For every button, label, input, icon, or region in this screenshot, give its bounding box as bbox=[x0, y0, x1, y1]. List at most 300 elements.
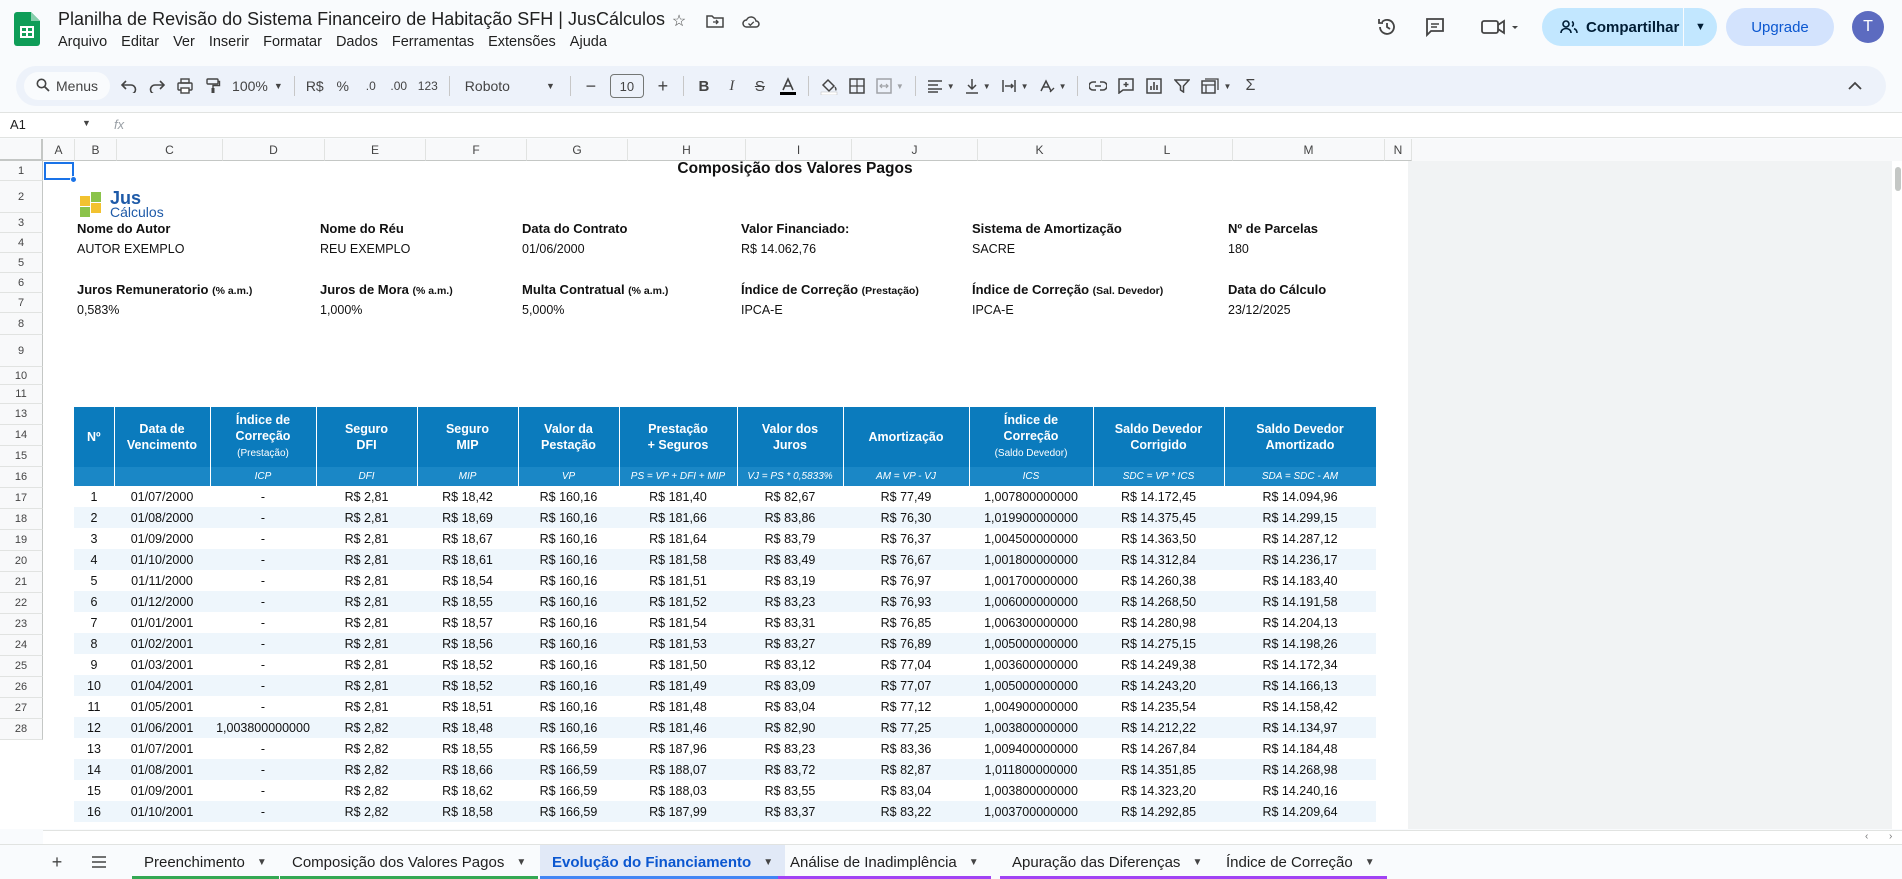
table-cell[interactable]: 3 bbox=[74, 528, 114, 549]
decrease-decimal-button[interactable] bbox=[358, 71, 384, 101]
table-cell[interactable]: R$ 181,64 bbox=[619, 528, 737, 549]
table-cell[interactable]: R$ 2,82 bbox=[316, 780, 417, 801]
text-color-icon[interactable] bbox=[775, 71, 801, 101]
table-cell[interactable]: 1,003800000000 bbox=[210, 717, 316, 738]
table-cell[interactable]: 9 bbox=[74, 654, 114, 675]
table-cell[interactable]: R$ 18,51 bbox=[417, 696, 518, 717]
table-cell[interactable]: R$ 14.209,64 bbox=[1224, 801, 1376, 822]
table-cell[interactable]: 1,003800000000 bbox=[969, 717, 1093, 738]
table-cell[interactable]: R$ 76,30 bbox=[843, 507, 969, 528]
table-cell[interactable]: 01/04/2001 bbox=[114, 675, 210, 696]
table-cell[interactable]: R$ 82,67 bbox=[737, 486, 843, 507]
fill-color-icon[interactable] bbox=[816, 71, 842, 101]
row-header[interactable]: 27 bbox=[0, 698, 43, 719]
table-cell[interactable]: R$ 14.184,48 bbox=[1224, 738, 1376, 759]
text-wrap-icon[interactable]: ▼ bbox=[997, 71, 1033, 101]
table-cell[interactable]: 01/10/2001 bbox=[114, 801, 210, 822]
merge-cells-icon[interactable]: ▼ bbox=[872, 71, 908, 101]
row-header[interactable]: 8 bbox=[0, 313, 43, 335]
table-cell[interactable]: R$ 83,72 bbox=[737, 759, 843, 780]
row-header[interactable]: 1 bbox=[0, 161, 43, 181]
table-cell[interactable]: R$ 2,82 bbox=[316, 801, 417, 822]
bold-icon[interactable]: B bbox=[698, 77, 710, 95]
table-cell[interactable]: R$ 76,93 bbox=[843, 591, 969, 612]
table-cell[interactable]: - bbox=[210, 507, 316, 528]
table-cell[interactable]: R$ 83,09 bbox=[737, 675, 843, 696]
column-title[interactable] bbox=[316, 407, 417, 467]
table-cell[interactable]: R$ 14.351,85 bbox=[1093, 759, 1224, 780]
table-cell[interactable]: R$ 83,23 bbox=[737, 591, 843, 612]
table-cell[interactable]: R$ 187,99 bbox=[619, 801, 737, 822]
table-cell[interactable]: R$ 83,22 bbox=[843, 801, 969, 822]
table-cell[interactable]: 1,001700000000 bbox=[969, 570, 1093, 591]
table-cell[interactable]: R$ 181,51 bbox=[619, 570, 737, 591]
row-header[interactable]: 23 bbox=[0, 614, 43, 635]
comment-icon[interactable] bbox=[1420, 12, 1450, 42]
table-cell[interactable]: 1 bbox=[74, 486, 114, 507]
table-cell[interactable]: R$ 83,86 bbox=[737, 507, 843, 528]
table-cell[interactable]: R$ 76,85 bbox=[843, 612, 969, 633]
horizontal-scrollbar[interactable] bbox=[43, 830, 1902, 844]
table-cell[interactable]: 1,003600000000 bbox=[969, 654, 1093, 675]
table-cell[interactable]: 1,005000000000 bbox=[969, 675, 1093, 696]
column-header[interactable]: G bbox=[527, 139, 628, 161]
table-cell[interactable]: R$ 14.268,50 bbox=[1093, 591, 1224, 612]
column-title[interactable] bbox=[969, 407, 1093, 467]
info-value[interactable]: 5,000% bbox=[522, 303, 565, 317]
table-cell[interactable]: R$ 14.299,15 bbox=[1224, 507, 1376, 528]
table-cell[interactable]: R$ 18,57 bbox=[417, 612, 518, 633]
vertical-scroll-thumb[interactable] bbox=[1895, 167, 1901, 191]
column-title[interactable] bbox=[518, 407, 619, 467]
table-cell[interactable]: R$ 181,46 bbox=[619, 717, 737, 738]
table-cell[interactable]: 1,007800000000 bbox=[969, 486, 1093, 507]
table-cell[interactable]: R$ 160,16 bbox=[518, 654, 619, 675]
table-cell[interactable]: - bbox=[210, 738, 316, 759]
table-cell[interactable]: R$ 166,59 bbox=[518, 759, 619, 780]
table-cell[interactable]: R$ 18,42 bbox=[417, 486, 518, 507]
column-header[interactable]: B bbox=[75, 139, 117, 161]
chevron-down-icon[interactable]: ▼ bbox=[1192, 856, 1203, 868]
column-header[interactable]: K bbox=[978, 139, 1102, 161]
table-cell[interactable]: - bbox=[210, 570, 316, 591]
table-cell[interactable]: R$ 2,81 bbox=[316, 549, 417, 570]
info-value[interactable]: 180 bbox=[1228, 242, 1249, 256]
increase-decimal-button[interactable] bbox=[386, 71, 412, 101]
column-formula[interactable]: ICP bbox=[210, 467, 316, 486]
share-dropdown-icon[interactable]: ▼ bbox=[1683, 8, 1717, 46]
table-cell[interactable]: R$ 166,59 bbox=[518, 738, 619, 759]
all-sheets-icon[interactable] bbox=[84, 849, 114, 875]
more-formats-button[interactable]: 123 bbox=[417, 79, 438, 93]
table-cell[interactable]: 01/03/2001 bbox=[114, 654, 210, 675]
table-cell[interactable]: 01/05/2001 bbox=[114, 696, 210, 717]
info-value[interactable]: 01/06/2000 bbox=[522, 242, 585, 256]
table-cell[interactable]: 2 bbox=[74, 507, 114, 528]
percent-format-button[interactable]: % bbox=[336, 78, 349, 94]
column-title[interactable] bbox=[1224, 407, 1376, 467]
table-cell[interactable]: 01/06/2001 bbox=[114, 717, 210, 738]
column-header[interactable]: M bbox=[1233, 139, 1385, 161]
sheets-logo-icon[interactable] bbox=[14, 12, 44, 50]
table-cell[interactable]: R$ 18,55 bbox=[417, 738, 518, 759]
paint-format-icon[interactable] bbox=[200, 71, 226, 101]
table-cell[interactable]: 13 bbox=[74, 738, 114, 759]
table-cell[interactable]: R$ 2,81 bbox=[316, 486, 417, 507]
table-cell[interactable]: R$ 2,81 bbox=[316, 591, 417, 612]
upgrade-button[interactable]: Upgrade bbox=[1726, 8, 1834, 46]
table-cell[interactable]: 01/09/2001 bbox=[114, 780, 210, 801]
table-cell[interactable]: R$ 160,16 bbox=[518, 633, 619, 654]
table-cell[interactable]: R$ 14.212,22 bbox=[1093, 717, 1224, 738]
font-select[interactable] bbox=[457, 71, 563, 101]
table-cell[interactable]: 8 bbox=[74, 633, 114, 654]
table-cell[interactable]: R$ 14.323,20 bbox=[1093, 780, 1224, 801]
table-cell[interactable]: R$ 14.172,45 bbox=[1093, 486, 1224, 507]
table-cell[interactable]: R$ 77,04 bbox=[843, 654, 969, 675]
table-cell[interactable]: R$ 181,40 bbox=[619, 486, 737, 507]
decrease-font-size-icon[interactable]: − bbox=[585, 75, 597, 96]
row-header[interactable]: 19 bbox=[0, 530, 43, 551]
table-cell[interactable]: R$ 83,04 bbox=[737, 696, 843, 717]
table-cell[interactable]: 01/01/2001 bbox=[114, 612, 210, 633]
chevron-down-icon[interactable]: ▼ bbox=[1364, 856, 1375, 868]
table-cell[interactable]: R$ 14.260,38 bbox=[1093, 570, 1224, 591]
table-cell[interactable]: R$ 2,82 bbox=[316, 759, 417, 780]
table-cell[interactable]: - bbox=[210, 591, 316, 612]
redo-icon[interactable] bbox=[144, 71, 170, 101]
chevron-down-icon[interactable]: ▼ bbox=[763, 856, 774, 868]
table-cell[interactable]: 10 bbox=[74, 675, 114, 696]
table-cell[interactable]: R$ 2,81 bbox=[316, 696, 417, 717]
table-cell[interactable]: R$ 83,19 bbox=[737, 570, 843, 591]
row-header[interactable]: 11 bbox=[0, 385, 43, 404]
table-cell[interactable]: - bbox=[210, 759, 316, 780]
increase-font-size-icon[interactable]: + bbox=[657, 75, 669, 96]
table-cell[interactable]: 7 bbox=[74, 612, 114, 633]
table-cell[interactable]: R$ 14.166,13 bbox=[1224, 675, 1376, 696]
info-value[interactable]: AUTOR EXEMPLO bbox=[77, 242, 185, 256]
menu-editar[interactable]: Editar bbox=[121, 34, 160, 50]
table-cell[interactable]: R$ 14.280,98 bbox=[1093, 612, 1224, 633]
table-cell[interactable]: - bbox=[210, 549, 316, 570]
share-button[interactable] bbox=[1542, 8, 1717, 46]
fill-handle[interactable] bbox=[70, 176, 77, 183]
info-value[interactable]: IPCA-E bbox=[972, 303, 1014, 317]
sheet-tab[interactable] bbox=[540, 845, 785, 879]
table-cell[interactable]: R$ 14.267,84 bbox=[1093, 738, 1224, 759]
table-cell[interactable]: 01/10/2000 bbox=[114, 549, 210, 570]
table-cell[interactable]: R$ 14.240,16 bbox=[1224, 780, 1376, 801]
row-header[interactable]: 20 bbox=[0, 551, 43, 572]
table-cell[interactable]: 12 bbox=[74, 717, 114, 738]
table-cell[interactable]: R$ 18,69 bbox=[417, 507, 518, 528]
menu-arquivo[interactable]: Arquivo bbox=[58, 34, 108, 50]
table-cell[interactable]: R$ 83,12 bbox=[737, 654, 843, 675]
row-header[interactable]: 26 bbox=[0, 677, 43, 698]
table-cell[interactable]: 01/02/2001 bbox=[114, 633, 210, 654]
table-cell[interactable]: R$ 166,59 bbox=[518, 780, 619, 801]
sheet-tab[interactable] bbox=[1000, 845, 1214, 879]
row-header[interactable]: 5 bbox=[0, 253, 43, 273]
table-cell[interactable]: R$ 83,37 bbox=[737, 801, 843, 822]
column-formula[interactable]: VJ = PS * 0,5833% bbox=[737, 467, 843, 486]
row-header[interactable]: 6 bbox=[0, 273, 43, 293]
table-cell[interactable]: R$ 2,81 bbox=[316, 528, 417, 549]
table-cell[interactable]: - bbox=[210, 528, 316, 549]
functions-icon[interactable]: Σ bbox=[1245, 77, 1256, 94]
table-cell[interactable]: 01/12/2000 bbox=[114, 591, 210, 612]
table-cell[interactable]: 11 bbox=[74, 696, 114, 717]
table-cell[interactable]: - bbox=[210, 780, 316, 801]
info-value[interactable]: IPCA-E bbox=[741, 303, 783, 317]
table-cell[interactable]: R$ 160,16 bbox=[518, 507, 619, 528]
table-cell[interactable]: R$ 77,12 bbox=[843, 696, 969, 717]
table-cell[interactable]: 1,006000000000 bbox=[969, 591, 1093, 612]
column-formula[interactable] bbox=[74, 467, 114, 486]
table-cell[interactable]: R$ 2,81 bbox=[316, 507, 417, 528]
table-cell[interactable]: R$ 14.363,50 bbox=[1093, 528, 1224, 549]
table-cell[interactable]: R$ 14.275,15 bbox=[1093, 633, 1224, 654]
table-cell[interactable]: R$ 160,16 bbox=[518, 591, 619, 612]
column-title[interactable] bbox=[843, 407, 969, 467]
table-cell[interactable]: R$ 77,07 bbox=[843, 675, 969, 696]
info-value[interactable]: R$ 14.062,76 bbox=[741, 242, 817, 256]
column-title[interactable] bbox=[737, 407, 843, 467]
borders-icon[interactable] bbox=[844, 71, 870, 101]
menu-dados[interactable]: Dados bbox=[335, 34, 378, 50]
table-cell[interactable]: R$ 181,54 bbox=[619, 612, 737, 633]
table-cell[interactable]: R$ 14.198,26 bbox=[1224, 633, 1376, 654]
column-formula[interactable]: DFI bbox=[316, 467, 417, 486]
undo-icon[interactable] bbox=[116, 71, 142, 101]
table-cell[interactable]: R$ 18,48 bbox=[417, 717, 518, 738]
table-cell[interactable]: R$ 14.268,98 bbox=[1224, 759, 1376, 780]
column-formula[interactable]: SDC = VP * ICS bbox=[1093, 467, 1224, 486]
column-title[interactable] bbox=[417, 407, 518, 467]
table-cell[interactable]: 1,019900000000 bbox=[969, 507, 1093, 528]
table-cell[interactable]: R$ 83,79 bbox=[737, 528, 843, 549]
table-cell[interactable]: 1,001800000000 bbox=[969, 549, 1093, 570]
table-cell[interactable]: 01/07/2000 bbox=[114, 486, 210, 507]
column-header[interactable]: D bbox=[223, 139, 325, 161]
table-cell[interactable]: R$ 18,61 bbox=[417, 549, 518, 570]
table-cell[interactable]: R$ 187,96 bbox=[619, 738, 737, 759]
table-cell[interactable]: R$ 83,04 bbox=[843, 780, 969, 801]
row-header[interactable]: 25 bbox=[0, 656, 43, 677]
table-cell[interactable]: R$ 181,66 bbox=[619, 507, 737, 528]
font-size-input[interactable] bbox=[606, 71, 648, 101]
table-cell[interactable]: R$ 160,16 bbox=[518, 696, 619, 717]
zoom-select[interactable] bbox=[228, 71, 287, 101]
table-cell[interactable]: R$ 160,16 bbox=[518, 528, 619, 549]
chevron-down-icon[interactable]: ▼ bbox=[968, 856, 979, 868]
video-icon[interactable] bbox=[1478, 12, 1522, 42]
column-title[interactable] bbox=[619, 407, 737, 467]
table-cell[interactable]: R$ 188,03 bbox=[619, 780, 737, 801]
sheet-tab[interactable] bbox=[280, 845, 538, 879]
comment-add-icon[interactable] bbox=[1113, 71, 1139, 101]
menu-ferramentas[interactable]: Ferramentas bbox=[391, 34, 475, 50]
table-cell[interactable]: R$ 18,55 bbox=[417, 591, 518, 612]
info-value[interactable]: 0,583% bbox=[77, 303, 120, 317]
column-header[interactable]: C bbox=[117, 139, 223, 161]
history-icon[interactable] bbox=[1372, 12, 1402, 42]
table-cell[interactable]: 6 bbox=[74, 591, 114, 612]
table-cell[interactable]: 01/09/2000 bbox=[114, 528, 210, 549]
table-cell[interactable]: R$ 181,52 bbox=[619, 591, 737, 612]
sheet-tab[interactable] bbox=[132, 845, 279, 879]
table-cell[interactable]: - bbox=[210, 654, 316, 675]
row-header[interactable]: 2 bbox=[0, 181, 43, 213]
table-cell[interactable]: 1,004500000000 bbox=[969, 528, 1093, 549]
column-title[interactable] bbox=[74, 407, 114, 467]
table-cell[interactable]: R$ 14.183,40 bbox=[1224, 570, 1376, 591]
table-cell[interactable]: R$ 14.172,34 bbox=[1224, 654, 1376, 675]
chevron-down-icon[interactable]: ▼ bbox=[256, 856, 267, 868]
row-header[interactable]: 24 bbox=[0, 635, 43, 656]
row-header[interactable]: 13 bbox=[0, 404, 43, 425]
row-header[interactable]: 10 bbox=[0, 367, 43, 385]
table-cell[interactable]: R$ 18,54 bbox=[417, 570, 518, 591]
table-cell[interactable]: - bbox=[210, 675, 316, 696]
info-value[interactable]: 23/12/2025 bbox=[1228, 303, 1291, 317]
row-header[interactable]: 18 bbox=[0, 509, 43, 530]
row-header[interactable]: 17 bbox=[0, 488, 43, 509]
menu-search[interactable] bbox=[24, 72, 110, 100]
menu-ver[interactable]: Ver bbox=[173, 34, 195, 50]
table-cell[interactable]: R$ 2,81 bbox=[316, 570, 417, 591]
table-cell[interactable]: R$ 188,07 bbox=[619, 759, 737, 780]
table-cell[interactable]: R$ 14.204,13 bbox=[1224, 612, 1376, 633]
table-cell[interactable]: R$ 14.312,84 bbox=[1093, 549, 1224, 570]
menu-ajuda[interactable]: Ajuda bbox=[569, 34, 607, 50]
table-cell[interactable]: R$ 83,49 bbox=[737, 549, 843, 570]
table-cell[interactable]: R$ 83,23 bbox=[737, 738, 843, 759]
vertical-align-icon[interactable]: ▼ bbox=[961, 71, 995, 101]
scroll-right-icon[interactable]: › bbox=[1889, 831, 1893, 842]
name-box-dropdown-icon[interactable]: ▼ bbox=[82, 118, 91, 128]
chart-insert-icon[interactable] bbox=[1141, 71, 1167, 101]
horizontal-align-icon[interactable]: ▼ bbox=[923, 71, 959, 101]
table-cell[interactable]: R$ 18,56 bbox=[417, 633, 518, 654]
table-cell[interactable]: R$ 76,89 bbox=[843, 633, 969, 654]
print-icon[interactable] bbox=[172, 71, 198, 101]
row-header[interactable]: 9 bbox=[0, 335, 43, 367]
currency-format-button[interactable]: R$ bbox=[305, 78, 324, 94]
table-cell[interactable]: R$ 14.134,97 bbox=[1224, 717, 1376, 738]
table-cell[interactable]: 1,003700000000 bbox=[969, 801, 1093, 822]
vertical-scrollbar[interactable] bbox=[1894, 161, 1902, 801]
name-box[interactable]: A1 bbox=[10, 117, 26, 132]
table-cell[interactable]: 1,005000000000 bbox=[969, 633, 1093, 654]
column-formula[interactable]: SDA = SDC - AM bbox=[1224, 467, 1376, 486]
column-formula[interactable]: PS = VP + DFI + MIP bbox=[619, 467, 737, 486]
chevron-down-icon[interactable]: ▼ bbox=[516, 856, 527, 868]
menu-extensoes[interactable]: Extensões bbox=[488, 34, 556, 50]
column-header[interactable]: I bbox=[746, 139, 852, 161]
table-cell[interactable]: R$ 14.249,38 bbox=[1093, 654, 1224, 675]
add-sheet-icon[interactable]: + bbox=[51, 851, 63, 872]
star-icon[interactable]: ☆ bbox=[671, 13, 687, 30]
table-cell[interactable]: R$ 14.236,17 bbox=[1224, 549, 1376, 570]
table-cell[interactable]: 1,004900000000 bbox=[969, 696, 1093, 717]
table-cell[interactable]: R$ 181,50 bbox=[619, 654, 737, 675]
table-cell[interactable]: R$ 2,81 bbox=[316, 654, 417, 675]
column-formula[interactable] bbox=[114, 467, 210, 486]
menu-inserir[interactable]: Inserir bbox=[208, 34, 250, 50]
table-cell[interactable]: R$ 160,16 bbox=[518, 717, 619, 738]
table-cell[interactable]: R$ 82,87 bbox=[843, 759, 969, 780]
filter-views-icon[interactable]: ▼ bbox=[1197, 71, 1235, 101]
table-cell[interactable]: R$ 160,16 bbox=[518, 549, 619, 570]
menu-formatar[interactable]: Formatar bbox=[263, 34, 322, 50]
row-header[interactable]: 3 bbox=[0, 213, 43, 233]
table-cell[interactable]: R$ 181,48 bbox=[619, 696, 737, 717]
table-cell[interactable]: R$ 18,52 bbox=[417, 654, 518, 675]
table-cell[interactable]: R$ 166,59 bbox=[518, 801, 619, 822]
column-formula[interactable]: VP bbox=[518, 467, 619, 486]
column-header[interactable]: N bbox=[1385, 139, 1412, 161]
table-cell[interactable]: R$ 160,16 bbox=[518, 570, 619, 591]
strikethrough-icon[interactable]: S bbox=[754, 77, 765, 95]
table-cell[interactable]: - bbox=[210, 801, 316, 822]
row-header[interactable]: 15 bbox=[0, 446, 43, 467]
column-formula[interactable]: AM = VP - VJ bbox=[843, 467, 969, 486]
row-header[interactable]: 14 bbox=[0, 425, 43, 446]
avatar[interactable]: T bbox=[1852, 11, 1884, 43]
info-value[interactable]: 1,000% bbox=[320, 303, 363, 317]
table-cell[interactable]: 01/08/2000 bbox=[114, 507, 210, 528]
table-cell[interactable]: R$ 83,27 bbox=[737, 633, 843, 654]
italic-icon[interactable]: I bbox=[729, 77, 735, 94]
table-cell[interactable]: 5 bbox=[74, 570, 114, 591]
scroll-left-icon[interactable]: ‹ bbox=[1865, 831, 1869, 842]
row-header[interactable]: 28 bbox=[0, 719, 43, 740]
column-title[interactable] bbox=[1093, 407, 1224, 467]
table-cell[interactable]: R$ 2,81 bbox=[316, 612, 417, 633]
table-cell[interactable]: R$ 160,16 bbox=[518, 675, 619, 696]
table-cell[interactable]: R$ 76,37 bbox=[843, 528, 969, 549]
column-formula[interactable]: ICS bbox=[969, 467, 1093, 486]
table-cell[interactable]: R$ 14.287,12 bbox=[1224, 528, 1376, 549]
table-cell[interactable]: R$ 14.375,45 bbox=[1093, 507, 1224, 528]
table-cell[interactable]: R$ 18,67 bbox=[417, 528, 518, 549]
table-cell[interactable]: - bbox=[210, 486, 316, 507]
select-all-corner[interactable] bbox=[0, 139, 43, 161]
table-cell[interactable]: R$ 181,58 bbox=[619, 549, 737, 570]
table-cell[interactable]: R$ 18,62 bbox=[417, 780, 518, 801]
info-value[interactable]: SACRE bbox=[972, 242, 1016, 256]
table-cell[interactable]: R$ 77,49 bbox=[843, 486, 969, 507]
collapse-toolbar-icon[interactable] bbox=[1842, 71, 1868, 101]
column-header[interactable]: E bbox=[325, 139, 426, 161]
table-cell[interactable]: R$ 18,58 bbox=[417, 801, 518, 822]
column-formula[interactable]: MIP bbox=[417, 467, 518, 486]
table-cell[interactable]: R$ 2,82 bbox=[316, 717, 417, 738]
row-header[interactable]: 21 bbox=[0, 572, 43, 593]
formula-input[interactable] bbox=[140, 117, 1840, 135]
table-cell[interactable]: R$ 83,31 bbox=[737, 612, 843, 633]
table-cell[interactable]: R$ 18,66 bbox=[417, 759, 518, 780]
table-cell[interactable]: R$ 2,82 bbox=[316, 738, 417, 759]
table-cell[interactable]: 01/08/2001 bbox=[114, 759, 210, 780]
document-title[interactable]: Planilha de Revisão do Sistema Financeiro de Habitação SFH | JusCálculos bbox=[58, 9, 665, 29]
filter-icon[interactable] bbox=[1169, 71, 1195, 101]
table-cell[interactable]: R$ 76,67 bbox=[843, 549, 969, 570]
table-cell[interactable]: R$ 18,52 bbox=[417, 675, 518, 696]
table-cell[interactable]: R$ 14.292,85 bbox=[1093, 801, 1224, 822]
